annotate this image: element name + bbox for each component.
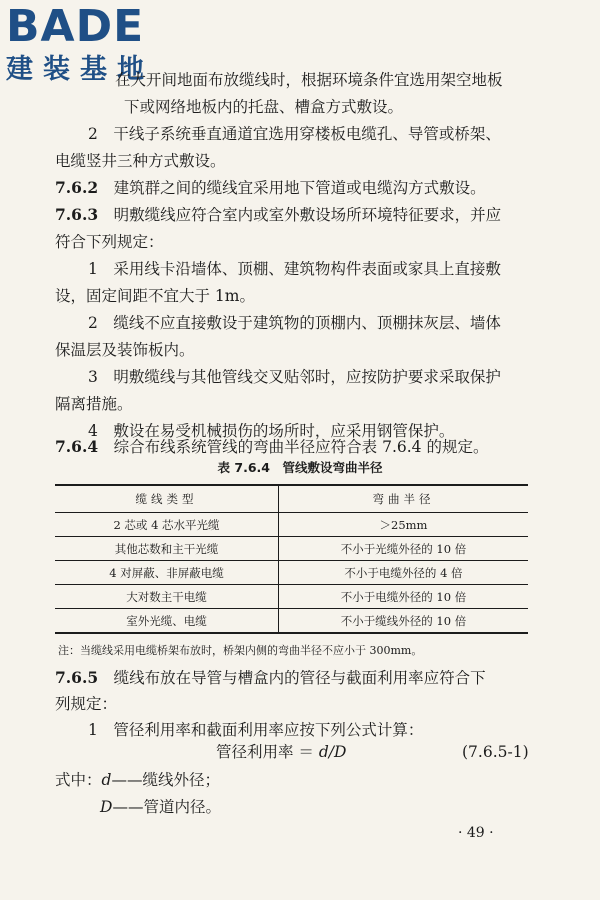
text-line-2: 下或网络地板内的托盘、槽盒方式敷设。 [124,98,404,116]
variable-D-description: ——管道内径。 [112,798,221,816]
page-number: · 49 · [458,825,494,841]
formula-lhs: 管径利用率 ＝ [216,743,319,761]
text-line-7: 设，固定间距不宜大于 1m。 [55,287,255,305]
cell-cable-type: 4 对屏蔽、非屏蔽电缆 [55,561,279,585]
clause-7-6-5 [55,668,486,688]
clause-text: 综合布线系统管线的弯曲半径应符合表 7.6.4 的规定。 [113,438,489,456]
text-line-3: 2 干线子系统垂直通道宜选用穿楼板电缆孔、导管或桥架、 [88,125,501,143]
cell-bend-radius: 不小于缆线外径的 10 倍 [279,609,529,634]
where-line-D [100,797,221,817]
text-line-6: 1 采用线卡沿墙体、顶棚、建筑物构件表面或家具上直接敷 [88,260,501,278]
table-note: 注：当缆线采用电缆桥架布放时，桥架内侧的弯曲半径不应小于 300mm。 [58,644,423,657]
text-line-10: 3 明敷缆线与其他管线交叉贴邻时，应按防护要求采取保护 [88,368,501,386]
table-row [55,609,528,634]
clause-text: 缆线布放在导管与槽盒内的管径与截面利用率应符合下 [113,669,486,687]
header-bend-radius: 弯曲半径 [279,485,529,513]
equation-number: (7.6.5-1) [462,743,529,761]
cell-cable-type: 2 芯或 4 芯水平光缆 [55,513,279,537]
cell-cable-type: 其他芯数和主干光缆 [55,537,279,561]
cell-bend-radius: 不小于电缆外径的 10 倍 [279,585,529,609]
bend-radius-table [55,484,528,634]
cell-bend-radius: 不小于光缆外径的 10 倍 [279,537,529,561]
cell-cable-type: 大对数主干电缆 [55,585,279,609]
table-header-row [55,485,528,513]
table-row [55,537,528,561]
table-caption: 表 7.6.4 管线敷设弯曲半径 [217,460,383,475]
cell-bend-radius: 不小于电缆外径的 4 倍 [279,561,529,585]
header-cable-type: 缆线类型 [55,485,279,513]
clause-number: 7.6.4 [55,437,99,456]
table-row [55,561,528,585]
clause-number: 7.6.3 [55,205,99,224]
table-row [55,513,528,537]
logo-brand-text: BADE [6,1,145,52]
clause-number: 7.6.5 [55,668,99,687]
formula [216,742,346,762]
text-line-12: 4 敷设在易受机械损伤的场所时，应采用钢管保护。 [88,422,455,440]
clause-7-6-2 [55,178,486,198]
variable-d-description: ——缆线外径； [111,771,220,789]
formula-rhs: d/D [318,743,347,761]
table-row [55,585,528,609]
clause-text: 明敷缆线应符合室内或室外敷设场所环境特征要求，并应 [113,206,502,224]
cell-bend-radius: ＞25mm [279,513,529,537]
text-line-4: 电缆竖井三种方式敷设。 [55,152,226,170]
variable-D: D [100,798,113,816]
clause-7-6-3 [55,205,501,225]
text-line-9: 保温层及装饰板内。 [55,341,195,359]
variable-d: d [101,771,112,789]
clause-text: 建筑群之间的缆线宜采用地下管道或电缆沟方式敷设。 [113,179,486,197]
where-line-d [55,770,220,790]
logo-tagline-text: 建装基地 [6,54,154,85]
text-line-13: 列规定： [55,695,118,713]
clause-7-6-4 [55,437,488,457]
text-line-14: 1 管径利用率和截面利用率应按下列公式计算： [88,721,424,739]
text-line-5: 符合下列规定： [55,233,164,251]
where-prefix: 式中： [55,771,102,789]
cell-cable-type: 室外光缆、电缆 [55,609,279,634]
text-line-8: 2 缆线不应直接敷设于建筑物的顶棚内、顶棚抹灰层、墙体 [88,314,501,332]
text-line-11: 隔离措施。 [55,395,133,413]
clause-number: 7.6.2 [55,178,99,197]
text-line-1: 在大开间地面布放缆线时，根据环境条件宜选用架空地板 [115,71,503,89]
